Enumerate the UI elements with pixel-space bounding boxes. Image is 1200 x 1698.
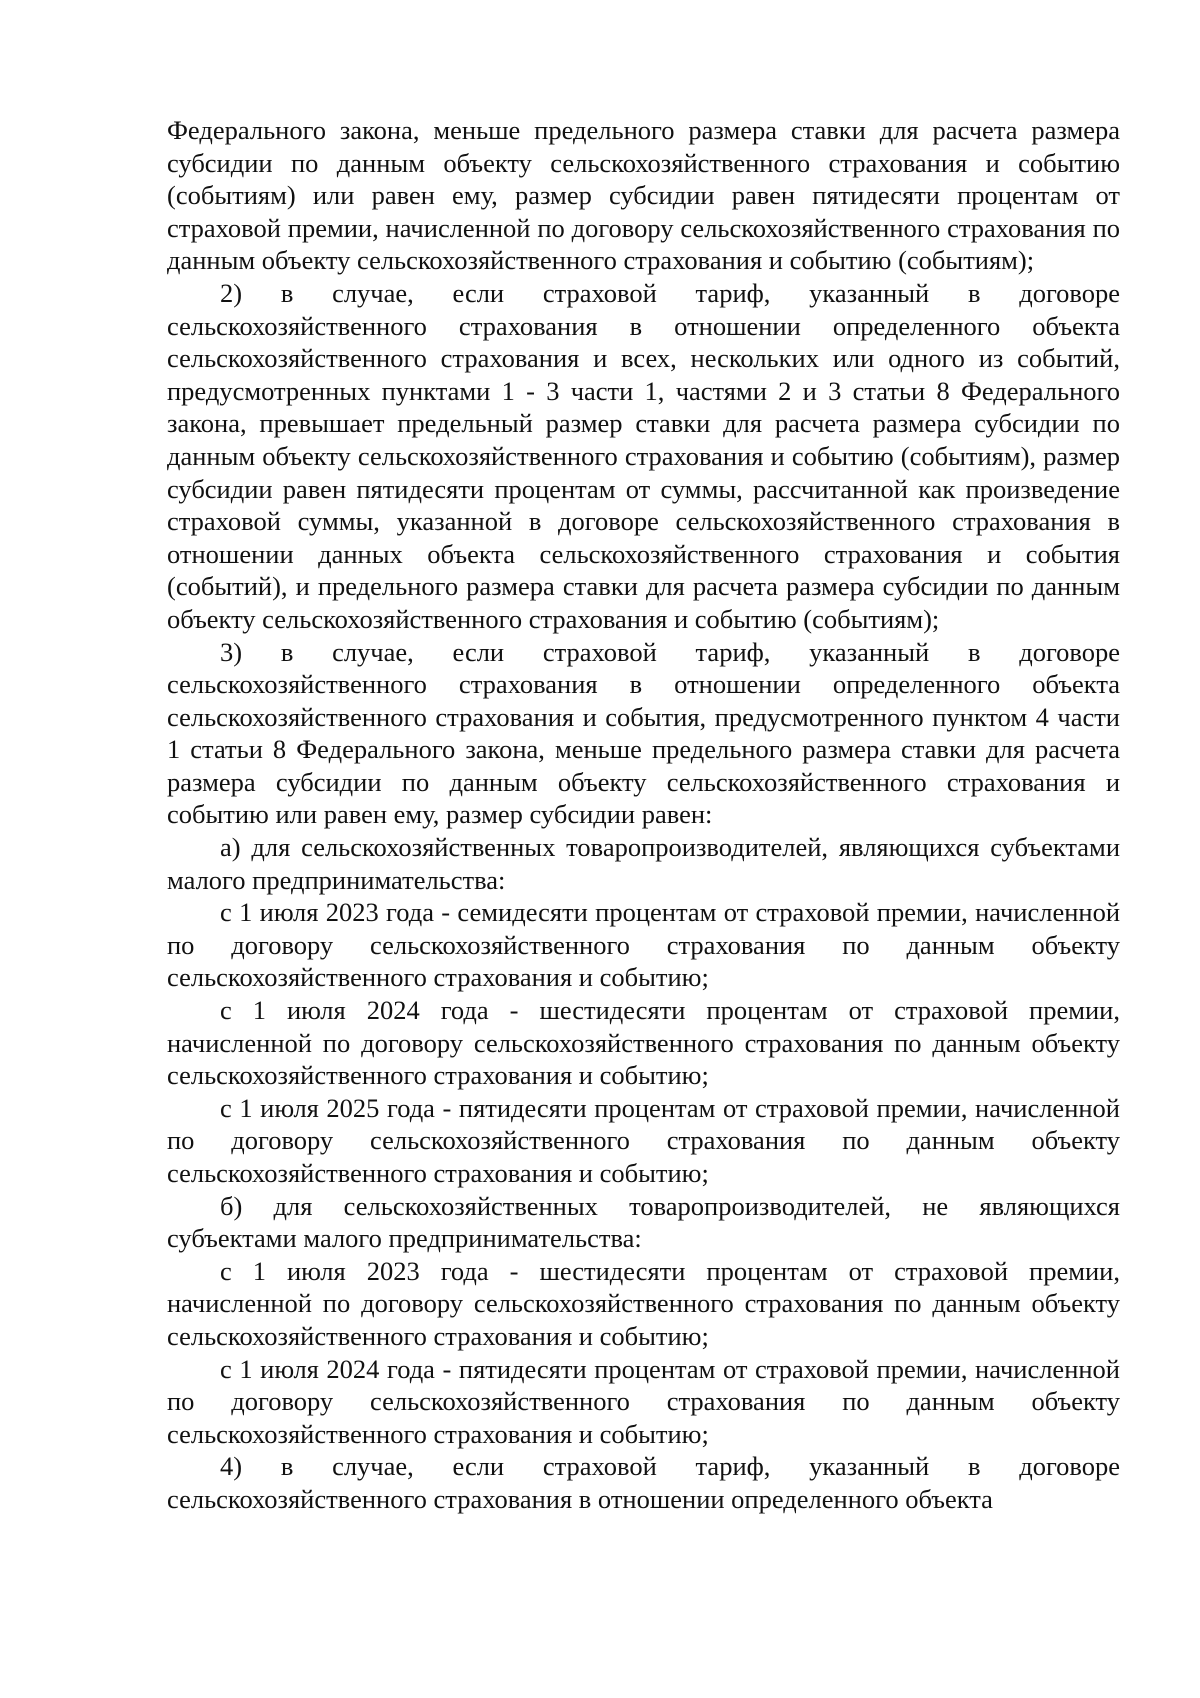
paragraph-b-2023: с 1 июля 2023 года - шестидесяти процентам от страховой премии, начисленной по договору сельскохозяйственного страхования по данным объекту сельскохозяйственного страхования и событию; <box>167 1255 1120 1351</box>
paragraph-subitem-a: а) для сельскохозяйственных товаропроизводителей, являющихся субъектами малого предпринимательства: <box>167 832 1120 895</box>
paragraph-a-2025: с 1 июля 2025 года - пятидесяти процентам от страховой премии, начисленной по договору сельскохозяйственного страхования по данным объекту сельскохозяйственного страхования и событию; <box>167 1092 1120 1188</box>
paragraph-subitem-b: б) для сельскохозяйственных товаропроизводителей, не являющихся субъектами малого предпринимательства: <box>167 1190 1120 1254</box>
paragraph-item-3: 3) в случае, если страховой тариф, указанный в договоре сельскохозяйственного страхования в отношении определенного объекта сельскохозяйственного страхования и события, предусмотренного пунктом 4 части 1 статьи 8 Федерального закона, меньше предельного размера ставки для расчета размера субсидии по данным объекту сельскохозяйственного страхования и событию или равен ему, размер субсидии равен: <box>167 636 1120 830</box>
document-body <box>167 114 1120 1516</box>
paragraph-b-2024: с 1 июля 2024 года - пятидесяти процентам от страховой премии, начисленной по договору сельскохозяйственного страхования по данным объекту сельскохозяйственного страхования и событию; <box>167 1353 1120 1449</box>
paragraph-item-2: 2) в случае, если страховой тариф, указанный в договоре сельскохозяйственного страхования в отношении определенного объекта сельскохозяйственного страхования и всех, нескольких или одного из событий, предусмотренных пунктами 1 - 3 части 1, частями 2 и 3 статьи 8 Федерального закона, превышает предельный размер ставки для расчета размера субсидии по данным объекту сельскохозяйственного страхования и событию (событиям), размер субсидии равен пятидесяти процентам от суммы, рассчитанной как произведение страховой суммы, указанной в договоре сельскохозяйственного страхования в отношении данных объекта сельскохозяйственного страхования и события (событий), и предельного размера ставки для расчета размера субсидии по данным объекту сельскохозяйственного страхования и событию (событиям); <box>167 277 1120 634</box>
paragraph-continuation: Федерального закона, меньше предельного размера ставки для расчета размера субсидии по данным объекту сельскохозяйственного страхования и событию (событиям) или равен ему, размер субсидии равен пятидесяти процентам от страховой премии, начисленной по договору сельскохозяйственного страхования по данным объекту сельскохозяйственного страхования и событию (событиям); <box>167 115 1120 276</box>
paragraph-item-4: 4) в случае, если страховой тариф, указанный в договоре сельскохозяйственного страхования в отношении определенного объекта <box>167 1451 1120 1514</box>
paragraph-a-2024: с 1 июля 2024 года - шестидесяти процентам от страховой премии, начисленной по договору сельскохозяйственного страхования по данным объекту сельскохозяйственного страхования и событию; <box>167 995 1120 1091</box>
paragraph-a-2023: с 1 июля 2023 года - семидесяти процентам от страховой премии, начисленной по договору сельскохозяйственного страхования по данным объекту сельскохозяйственного страхования и событию; <box>167 897 1120 993</box>
